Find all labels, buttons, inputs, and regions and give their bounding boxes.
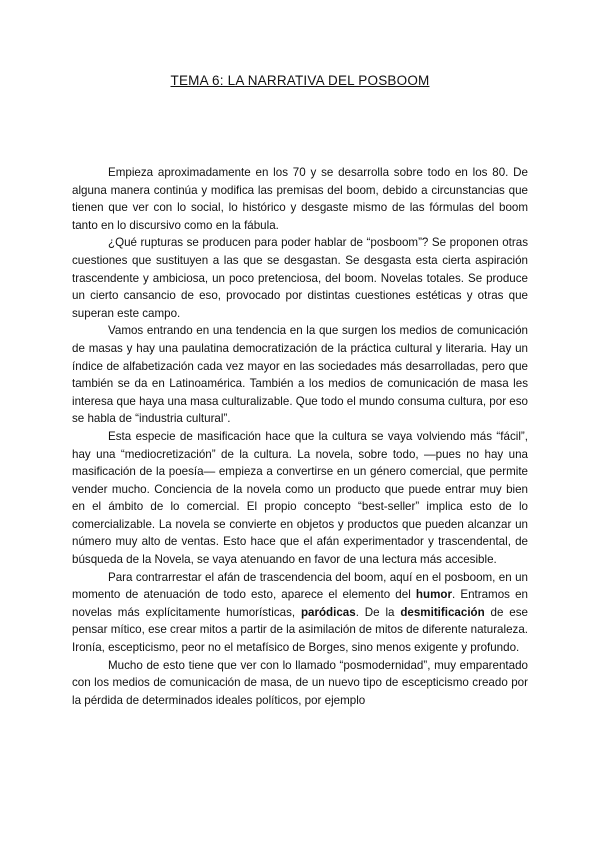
text-run: de ese pensar mítico, ese crear mitos a partir de la asimilación de mitos de diferente naturaleza. Ironía, escepticismo, peor no el metafísico de Borges, sino menos exigente y profundo.	[72, 605, 528, 655]
paragraph	[72, 657, 528, 710]
document-body	[72, 164, 528, 709]
paragraph	[72, 164, 528, 234]
text-run: Empieza aproximadamente en los 70 y se desarrolla sobre todo en los 80. De alguna manera continúa y modifica las premisas del boom, debido a circunstancias que tienen que ver con lo social, lo histórico y desgaste mismo de las fórmulas del boom tanto en lo discursivo como en la fábula.	[72, 166, 528, 232]
paragraph	[72, 234, 528, 322]
text-run: Vamos entrando en una tendencia en la que surgen los medios de comunicación de masas y hay una paulatina democratización de la práctica cultural y literaria. Hay un índice de alfabetización cada vez mayor en las sociedades más desarrolladas, pero que también se da en Latinoamérica. También a los medios de comunicación de masa les interesa que haya una masa culturalizable. Que todo el mundo consuma cultura, por eso se habla de “industria cultural”.	[72, 324, 528, 426]
bold-term: humor	[415, 588, 452, 602]
document-title: TEMA 6: LA NARRATIVA DEL POSBOOM	[170, 73, 430, 88]
bold-term: desmitificación	[400, 605, 485, 619]
text-run: . De la	[355, 605, 401, 619]
paragraph	[72, 569, 528, 657]
text-run: Mucho de esto tiene que ver con lo llamado “posmodernidad”, muy emparentado con los medios de comunicación de masa, de un nuevo tipo de escepticismo creado por la pérdida de determinados ideales políticos, por ejemplo	[72, 658, 528, 707]
text-run: Esta especie de masificación hace que la cultura se vaya volviendo más “fácil”, hay una “mediocretización” de la cultura. La novela, sobre todo, —pues no hay una masificación de la poesía— empieza a convertirse en un género comercial, que permite vender mucho. Conciencia de la novela como un producto que puede entrar muy bien en el ámbito de lo comercial. El propio concepto “best-seller” implica esto de lo comercializable. La novela se convierte en objetos y productos que pueden alcanzar un número muy alto de ventas. Esto hace que el afán experimentador y trascendental, de búsqueda de la Novela, se vaya atenuando en favor de una lectura más accesible.	[72, 429, 528, 567]
paragraph	[72, 322, 528, 428]
paragraph	[72, 428, 528, 569]
text-run: . Entramos en novelas más explícitamente humorísticas,	[72, 588, 528, 619]
text-run: ¿Qué rupturas se producen para poder hablar de “posboom”? Se proponen otras cuestiones que sustituyen a las que se desgastan. Se desgasta esta cierta aspiración trascendente y ambiciosa, un poco pretenciosa, del boom. Novelas totales. Se produce un cierto cansancio de eso, provocado por distintas cuestiones estéticas y otras que superan este campo.	[72, 236, 528, 320]
text-run: Para contrarrestar el afán de trascendencia del boom, aquí en el posboom, en un momento de atenuación de todo esto, aparece el elemento del	[72, 570, 528, 602]
bold-term: paródicas	[300, 605, 356, 619]
